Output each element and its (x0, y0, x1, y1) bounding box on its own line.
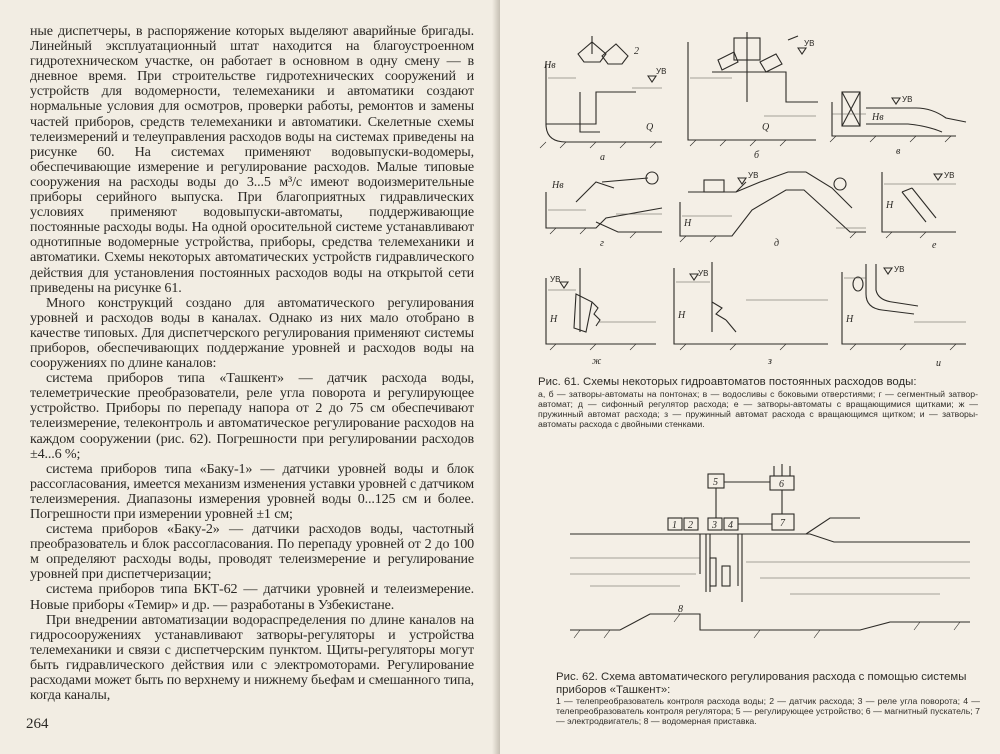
hv-label: Hв (544, 60, 556, 71)
panel-label-zh: ж (592, 356, 602, 367)
uv-label: УВ (656, 67, 667, 76)
diagram-panel-e (882, 171, 956, 251)
paragraph: система приборов типа БКТ-62 — датчики уровней и телеизмерение. Новые приборы «Темир» и др. — разработаны в Узбекистане. (30, 581, 474, 613)
hv-label: Hв (552, 180, 564, 191)
panel-label-i: и (936, 358, 941, 369)
diagram-panel-a (540, 36, 666, 163)
diagram-panel-zh (546, 268, 656, 367)
paragraph: система приборов «Баку-2» — датчики расходов воды, частотный преобразователь и блок рассогласования. По перепаду уровней от 2 до 100 м определяют расходы воды, проводят телеизмерение и регулирование уровней при диспетчеризации; (30, 521, 474, 583)
uv-label: УВ (550, 275, 561, 284)
uv-label: УВ (894, 265, 905, 274)
q-label: Q (646, 122, 654, 133)
diagram-panel-z (674, 262, 828, 367)
panel-label-e: е (932, 240, 937, 251)
diagram-panel-b (688, 32, 818, 161)
figure-62-caption-title: Рис. 62. Схема автоматического регулирования расхода с помощью системы приборов «Ташкент»: (556, 671, 967, 696)
figure-61-caption-title: Рис. 61. Схемы некоторых гидроавтоматов постоянных расходов воды: (538, 376, 917, 388)
left-page-body (30, 24, 474, 703)
mark-2-label: 2 (634, 46, 639, 57)
figure-62-caption-text: 1 — телепреобразователь контроля расхода воды; 2 — датчик расхода; 3 — реле угла поворота; 4 — телепреобразователь контроля регулятора; 5 — регулирующее устройство; 6 — магнитный пускатель; 7 — электродвигатель; 8 — водомерная приставка. (556, 696, 980, 727)
uv-label: УВ (944, 171, 955, 180)
box-label-2: 2 (688, 520, 693, 531)
panel-label-b: б (754, 150, 760, 161)
paragraph: система приборов типа «Баку-1» — датчики уровней воды и блок рассогласования, имеется механизм изменения уставки уровней с датчиком телеизмерения. Диапазоны измерения уровней воды 0...125 см и более. Погрешности при измерении уровней ±1 см; (30, 460, 474, 522)
control-devices (668, 464, 794, 531)
panel-label-a: а (600, 152, 605, 163)
page-number: 264 (26, 716, 49, 732)
box-label-7: 7 (780, 518, 785, 529)
canal-structure (570, 518, 970, 638)
h-label: H (550, 314, 558, 325)
diagram-panel-i (842, 264, 966, 369)
h-label: H (678, 310, 686, 321)
h-label: H (846, 314, 854, 325)
figure-61-caption-text: а, б — затворы-автоматы на понтонах; в — водосливы с боковыми отверстиями; г — сегментный затвор-автомат; д — сифонный регулятор расхода; е — затворы-автоматы с вращающимися щитками; ж — пружинный автомат расхода; з — пружинный автомат расхода с вращающимся щитком; и — затворы-автоматы расхода с двойными стенками. (538, 388, 978, 430)
paragraph: При внедрении автоматизации водораспределения по длине каналов на гидросооружениях устанавливают затворы-регуляторы и устройства телемеханики и связи с диспетчерским пунктом. Щиты-регуляторы могут быть гидравлического действия или с электромоторами. Регулирование расходами может быть по верхнему и нижнему бьефам и смешанного типа, когда каналы, (30, 611, 474, 704)
h-label: H (886, 200, 894, 211)
box-label-5: 5 (713, 477, 718, 488)
figure-62-drawing (560, 462, 980, 662)
figure-61-drawing (536, 32, 976, 370)
panel-label-v: в (896, 146, 901, 157)
box-label-3: 3 (712, 520, 717, 531)
figure-62 (560, 462, 980, 662)
diagram-panel-d (680, 171, 866, 249)
hv-label: Hв (872, 112, 884, 123)
uv-label: УВ (748, 171, 759, 180)
paragraph: система приборов типа «Ташкент» — датчик расхода воды, телеметрические преобразователи, реле угла поворота и регулирующее устройство. Приборы по перепаду напора от 2 до 75 см обеспечивают телеизмерение, телеконтроль и автоматическое регулирование расходов на каждом сооружении (рис. 62). Погрешности при регулировании расходов ±4...6 %; (30, 370, 474, 462)
uv-label: УВ (804, 39, 815, 48)
paragraph: Много конструкций создано для автоматического регулирования уровней и расходов воды в каналах. Однако из них мало отобрано в качестве типовых. Для диспетчерского регулирования применяют системы приборов, обеспечивающих поддержание уровней и расходов воды на сооружениях по длине каналов: (30, 294, 474, 372)
box-label-6: 6 (779, 479, 784, 490)
diagram-panel-v (830, 92, 966, 157)
panel-label-g: г (600, 238, 604, 249)
uv-label: УВ (698, 269, 709, 278)
h-label: H (684, 218, 692, 229)
diagram-panel-g (546, 172, 662, 249)
box-label-4: 4 (728, 520, 733, 531)
panel-label-z: з (768, 356, 772, 367)
label-8: 8 (678, 604, 683, 615)
paragraph: ные диспетчеры, в распоряжение которых выделяют аварийные бригады. Линейный эксплуатационный штат находится на благоустроенном гидротехническом участке, он работает в основном в одну смену — в дневное время. При строительстве гидротехнических сооружений и устройств для водомерности, телемеханики и автоматики создают нормальные условия для осмотров, проверки работы, ремонтов и замены частей приборов, средств телемеханики и автоматики. Скелетные схемы телеизмерений и телеуправления расходов воды на системах приведены на рисунке 60. На системах применяют водовыпуски-водомеры, обеспечивающие измерение и регулирование расходов. Малые типовые сооружения на расходы воды до 3...5 м³/с имеют водоизмерительные приборы серийного выпуска. При благоприятных гидравлических условиях применяют водовыпуски-автоматы, поддерживающие постоянные расходы воды. На одной оросительной системе устанавливают однотипные водомерные устройства, приборы, средства телемеханики и автоматики. Схемы некоторых автоматических устройств гидравлического действия для установления постоянных расходов воды на открытой сети приведены на рисунке 61. (30, 23, 474, 296)
figure-62-caption (556, 671, 980, 727)
q-label: Q (762, 122, 770, 133)
figure-61-caption (538, 376, 978, 429)
box-label-1: 1 (672, 520, 677, 531)
uv-label: УВ (902, 95, 913, 104)
figure-61 (536, 32, 976, 370)
panel-label-d: д (774, 238, 780, 249)
